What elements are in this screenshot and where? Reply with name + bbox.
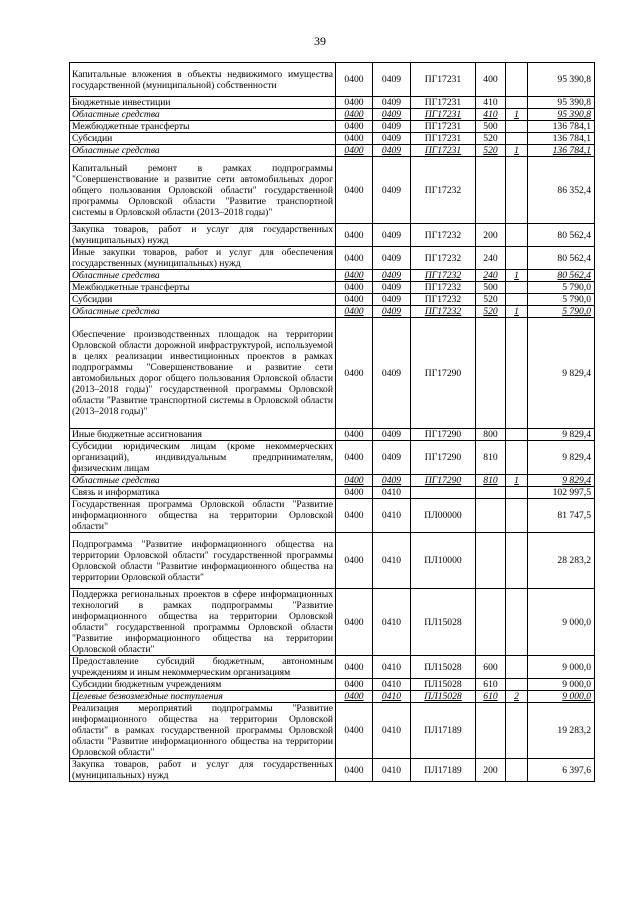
row-amount-cell: 136 784,1 [528,145,595,157]
row-expense-cell: 200 [476,759,506,782]
row-target-cell: ПГ17231 [411,63,476,97]
row-amount-cell: 95 390,8 [528,63,595,97]
row-source-cell: 1 [506,270,528,282]
row-source-cell [506,441,528,475]
row-expense-cell [476,589,506,656]
row-amount-cell: 136 784,1 [528,133,595,145]
row-name-cell: Иные закупки товаров, работ и услуг для обеспечения государственных (муниципальных) нужд [70,247,336,270]
row-amount-cell: 80 562,4 [528,270,595,282]
row-target-cell: ПЛ00000 [411,499,476,533]
row-target-cell [411,487,476,499]
row-amount-cell: 136 784,1 [528,121,595,133]
row-ministry-cell: 0400 [336,475,373,487]
row-source-cell [506,97,528,109]
row-section-cell: 0410 [373,691,411,703]
row-target-cell: ПГ17232 [411,157,476,224]
table-row [70,759,595,782]
table-row [70,429,595,441]
row-ministry-cell: 0400 [336,318,373,429]
row-target-cell: ПЛ15028 [411,589,476,656]
row-name-cell: Реализация мероприятий подпрограммы "Развитие информационного общества на территории Орловской области" в рамках государственной программы Орловской области "Развитие информационного общества на территории Орловской области" [70,703,336,759]
row-source-cell [506,487,528,499]
row-name-cell: Субсидии [70,294,336,306]
row-amount-cell: 95 390,8 [528,109,595,121]
table-row [70,533,595,589]
table-row [70,247,595,270]
budget-table [69,62,595,782]
row-target-cell: ПГ17232 [411,282,476,294]
row-section-cell: 0410 [373,499,411,533]
row-amount-cell: 9 000,0 [528,589,595,656]
row-amount-cell: 102 997,5 [528,487,595,499]
row-name-cell: Поддержка региональных проектов в сфере информационных технологий в рамках подпрограммы "Развитие информационного общества на территории Орловской области" государственной программы Орловской области "Развитие информационного общества на территории Орловской области" [70,589,336,656]
row-expense-cell: 500 [476,121,506,133]
row-section-cell: 0409 [373,282,411,294]
table-row [70,97,595,109]
row-expense-cell: 410 [476,109,506,121]
row-section-cell: 0409 [373,145,411,157]
row-ministry-cell: 0400 [336,679,373,691]
table-row [70,475,595,487]
row-section-cell: 0409 [373,121,411,133]
table-row [70,109,595,121]
row-expense-cell: 520 [476,306,506,318]
row-section-cell: 0410 [373,679,411,691]
table-row [70,63,595,97]
row-target-cell: ПЛ17189 [411,703,476,759]
row-expense-cell: 400 [476,63,506,97]
row-ministry-cell: 0400 [336,133,373,145]
row-expense-cell: 520 [476,145,506,157]
table-row [70,656,595,679]
row-target-cell: ПЛ15028 [411,679,476,691]
row-ministry-cell: 0400 [336,294,373,306]
row-amount-cell: 9 829,4 [528,318,595,429]
budget-table-body [70,63,595,782]
table-row [70,703,595,759]
row-target-cell: ПГ17232 [411,247,476,270]
row-target-cell: ПГ17232 [411,224,476,247]
row-name-cell: Иные бюджетные ассигнования [70,429,336,441]
row-section-cell: 0410 [373,703,411,759]
row-section-cell: 0409 [373,306,411,318]
row-source-cell [506,294,528,306]
row-target-cell: ПГ17231 [411,109,476,121]
table-row [70,318,595,429]
row-target-cell: ПГ17290 [411,475,476,487]
row-section-cell: 0410 [373,589,411,656]
row-name-cell: Предоставление субсидий бюджетным, автономным учреждениям и иным некоммерческим организациям [70,656,336,679]
row-target-cell: ПГ17290 [411,441,476,475]
row-section-cell: 0409 [373,63,411,97]
row-ministry-cell: 0400 [336,656,373,679]
row-name-cell: Подпрограмма "Развитие информационного общества на территории Орловской области" государственной программы Орловской области "Развитие информационного общества на территории Орловской области" [70,533,336,589]
row-name-cell: Областные средства [70,270,336,282]
row-source-cell [506,656,528,679]
row-source-cell [506,679,528,691]
row-ministry-cell: 0400 [336,224,373,247]
row-ministry-cell: 0400 [336,97,373,109]
row-name-cell: Областные средства [70,475,336,487]
row-ministry-cell: 0400 [336,306,373,318]
row-expense-cell: 200 [476,224,506,247]
row-amount-cell: 9 829,4 [528,429,595,441]
row-amount-cell: 9 829,4 [528,475,595,487]
row-ministry-cell: 0400 [336,63,373,97]
row-target-cell: ПЛ15028 [411,656,476,679]
row-amount-cell: 81 747,5 [528,499,595,533]
row-ministry-cell: 0400 [336,703,373,759]
row-name-cell: Межбюджетные трансферты [70,121,336,133]
table-row [70,133,595,145]
row-source-cell [506,429,528,441]
row-source-cell [506,589,528,656]
row-name-cell: Бюджетные инвестиции [70,97,336,109]
row-source-cell [506,318,528,429]
row-target-cell: ПГ17231 [411,121,476,133]
row-target-cell: ПЛ15028 [411,691,476,703]
row-amount-cell: 6 397,6 [528,759,595,782]
row-target-cell: ПЛ17189 [411,759,476,782]
row-expense-cell: 810 [476,475,506,487]
row-section-cell: 0409 [373,133,411,145]
table-row [70,224,595,247]
row-target-cell: ПГ17232 [411,270,476,282]
row-expense-cell: 410 [476,97,506,109]
row-name-cell: Закупка товаров, работ и услуг для государственных (муниципальных) нужд [70,224,336,247]
row-section-cell: 0409 [373,318,411,429]
row-section-cell: 0410 [373,656,411,679]
row-name-cell: Капитальный ремонт в рамках подпрограммы "Совершенствование и развитие сети автомобильных дорог общего пользования Орловской области" государственной программы Орловской области "Развитие транспортной системы в Орловской области (2013–2018 годы)" [70,157,336,224]
row-expense-cell: 800 [476,429,506,441]
row-section-cell: 0409 [373,109,411,121]
row-ministry-cell: 0400 [336,109,373,121]
table-row [70,691,595,703]
row-source-cell [506,224,528,247]
row-source-cell: 2 [506,691,528,703]
row-name-cell: Целевые безвозмездные поступления [70,691,336,703]
row-source-cell: 1 [506,109,528,121]
row-section-cell: 0409 [373,157,411,224]
row-source-cell [506,759,528,782]
row-amount-cell: 28 283,2 [528,533,595,589]
table-row [70,282,595,294]
row-amount-cell: 5 790,0 [528,294,595,306]
row-amount-cell: 9 000,0 [528,656,595,679]
table-row [70,441,595,475]
page-number: 39 [314,34,326,48]
row-name-cell: Субсидии [70,133,336,145]
row-expense-cell: 500 [476,282,506,294]
row-expense-cell: 610 [476,679,506,691]
row-section-cell: 0409 [373,429,411,441]
row-amount-cell: 80 562,4 [528,224,595,247]
row-name-cell: Обеспечение производственных площадок на территории Орловской области дорожной инфраструктурой, используемой в целях реализации инвестиционных проектов в рамках подпрограммы "Совершенствование и развитие сети автомобильных дорог общего пользования Орловской области (2013–2018 годы)" государственной программы Орловской области "Развитие транспортной системы в Орловской области (2013–2018 годы)" [70,318,336,429]
row-source-cell: 1 [506,306,528,318]
row-ministry-cell: 0400 [336,691,373,703]
row-target-cell: ПГ17290 [411,429,476,441]
row-target-cell: ПГ17231 [411,97,476,109]
row-ministry-cell: 0400 [336,157,373,224]
row-ministry-cell: 0400 [336,759,373,782]
row-name-cell: Связь и информатика [70,487,336,499]
table-row [70,121,595,133]
table-row [70,145,595,157]
row-section-cell: 0409 [373,224,411,247]
row-section-cell: 0410 [373,533,411,589]
row-ministry-cell: 0400 [336,533,373,589]
row-ministry-cell: 0400 [336,145,373,157]
row-target-cell: ПГ17290 [411,318,476,429]
row-source-cell [506,157,528,224]
table-row [70,679,595,691]
table-row [70,157,595,224]
table-row [70,270,595,282]
row-source-cell [506,703,528,759]
row-expense-cell: 610 [476,691,506,703]
row-expense-cell [476,157,506,224]
row-expense-cell: 240 [476,247,506,270]
row-amount-cell: 95 390,8 [528,97,595,109]
row-source-cell [506,133,528,145]
row-amount-cell: 5 790,0 [528,282,595,294]
row-target-cell: ПГ17231 [411,133,476,145]
row-expense-cell [476,703,506,759]
row-name-cell: Областные средства [70,145,336,157]
row-name-cell: Закупка товаров, работ и услуг для государственных (муниципальных) нужд [70,759,336,782]
row-source-cell [506,282,528,294]
row-expense-cell: 520 [476,133,506,145]
row-name-cell: Субсидии бюджетным учреждениям [70,679,336,691]
row-ministry-cell: 0400 [336,429,373,441]
row-expense-cell: 520 [476,294,506,306]
row-amount-cell: 80 562,4 [528,247,595,270]
row-name-cell: Областные средства [70,109,336,121]
row-amount-cell: 9 829,4 [528,441,595,475]
row-name-cell: Областные средства [70,306,336,318]
row-section-cell: 0409 [373,441,411,475]
row-target-cell: ПЛ10000 [411,533,476,589]
row-amount-cell: 9 000,0 [528,679,595,691]
row-expense-cell [476,499,506,533]
row-section-cell: 0409 [373,247,411,270]
row-expense-cell: 600 [476,656,506,679]
row-section-cell: 0409 [373,97,411,109]
table-row [70,589,595,656]
row-ministry-cell: 0400 [336,499,373,533]
row-source-cell [506,533,528,589]
row-source-cell [506,499,528,533]
row-expense-cell [476,487,506,499]
row-section-cell: 0409 [373,475,411,487]
row-expense-cell [476,318,506,429]
row-ministry-cell: 0400 [336,121,373,133]
table-row [70,294,595,306]
row-expense-cell: 810 [476,441,506,475]
row-source-cell: 1 [506,145,528,157]
row-expense-cell: 240 [476,270,506,282]
row-source-cell [506,121,528,133]
row-section-cell: 0409 [373,294,411,306]
row-ministry-cell: 0400 [336,270,373,282]
row-amount-cell: 5 790,0 [528,306,595,318]
table-row [70,306,595,318]
row-name-cell: Государственная программа Орловской области "Развитие информационного общества на территории Орловской области" [70,499,336,533]
row-source-cell [506,247,528,270]
row-target-cell: ПГ17232 [411,294,476,306]
row-section-cell: 0410 [373,759,411,782]
row-target-cell: ПГ17232 [411,306,476,318]
row-target-cell: ПГ17231 [411,145,476,157]
table-row [70,487,595,499]
row-name-cell: Капитальные вложения в объекты недвижимого имущества государственной (муниципальной) собственности [70,63,336,97]
row-ministry-cell: 0400 [336,282,373,294]
row-name-cell: Межбюджетные трансферты [70,282,336,294]
row-ministry-cell: 0400 [336,589,373,656]
row-source-cell: 1 [506,475,528,487]
row-section-cell: 0410 [373,487,411,499]
row-name-cell: Субсидии юридическим лицам (кроме некоммерческих организаций), индивидуальным предпринимателям, физическим лицам [70,441,336,475]
row-amount-cell: 86 352,4 [528,157,595,224]
row-ministry-cell: 0400 [336,247,373,270]
row-ministry-cell: 0400 [336,441,373,475]
row-amount-cell: 19 283,2 [528,703,595,759]
row-section-cell: 0409 [373,270,411,282]
row-amount-cell: 9 000,0 [528,691,595,703]
table-row [70,499,595,533]
row-ministry-cell: 0400 [336,487,373,499]
row-source-cell [506,63,528,97]
row-expense-cell [476,533,506,589]
